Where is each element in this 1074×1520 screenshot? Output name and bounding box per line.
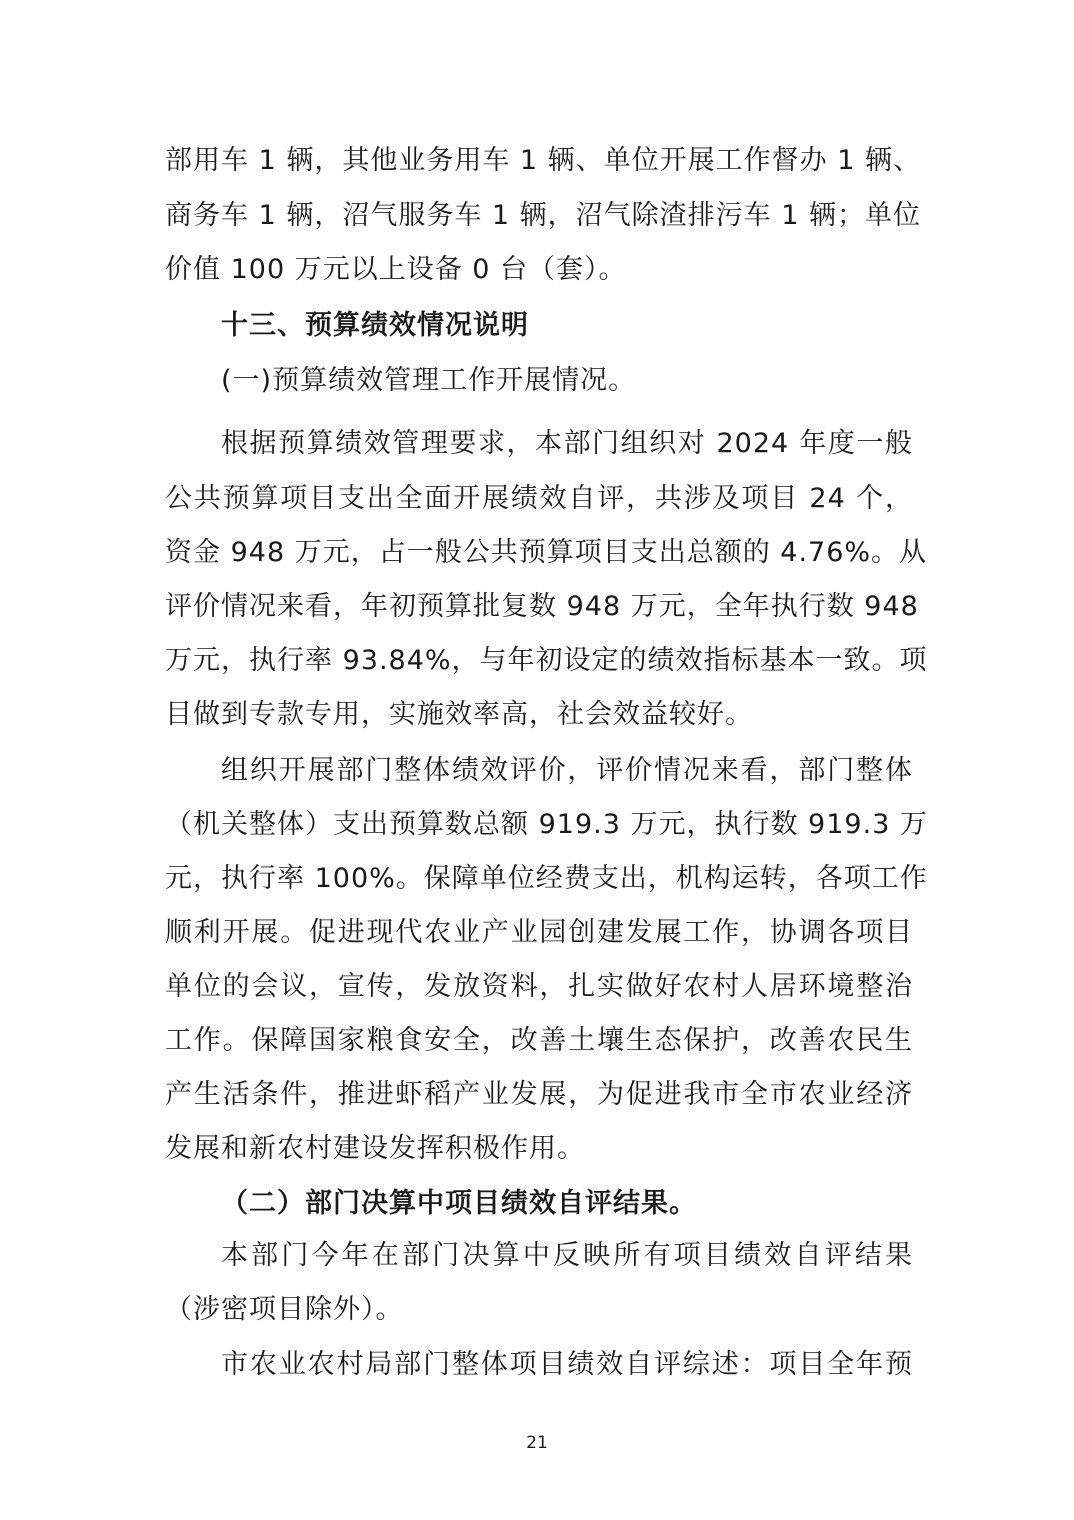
body-text-line: 部用车 1 辆，其他业务用车 1 辆、单位开展工作督办 1 辆、	[165, 145, 922, 176]
body-text-line: 顺利开展。促进现代农业产业园创建发展工作，协调各项目	[165, 917, 913, 948]
subsection-heading: (一)预算绩效管理工作开展情况。	[221, 365, 637, 396]
body-text-line: 根据预算绩效管理要求，本部门组织对 2024 年度一般	[221, 428, 913, 459]
body-text-line: 万元，执行率 93.84%，与年初设定的绩效指标基本一致。项	[165, 645, 928, 676]
body-text-line: 元，执行率 100%。保障单位经费支出，机构运转，各项工作	[165, 863, 928, 894]
body-text-line: 目做到专款专用，实施效率高，社会效益较好。	[165, 699, 753, 730]
body-text-line: 发展和新农村建设发挥积极作用。	[165, 1133, 585, 1164]
body-text-line: （机关整体）支出预算数总额 919.3 万元，执行数 919.3 万	[165, 809, 928, 840]
body-text-line: 价值 100 万元以上设备 0 台（套）。	[165, 254, 627, 285]
body-text-line: 资金 948 万元，占一般公共预算项目支出总额的 4.76%。从	[165, 537, 928, 568]
page-number: 21	[526, 1433, 548, 1453]
body-text-line: 单位的会议，宣传，发放资料，扎实做好农村人居环境整治	[165, 971, 913, 1002]
subsection-heading: （二）部门决算中项目绩效自评结果。	[221, 1188, 697, 1219]
body-text-line: 产生活条件，推进虾稻产业发展，为促进我市全市农业经济	[165, 1079, 913, 1110]
body-text-line: 评价情况来看，年初预算批复数 948 万元，全年执行数 948	[165, 591, 919, 622]
body-text-line: 组织开展部门整体绩效评价，评价情况来看，部门整体	[221, 755, 913, 786]
body-text-line: 市农业农村局部门整体项目绩效自评综述：项目全年预	[221, 1349, 913, 1380]
body-text-line: （涉密项目除外）。	[165, 1294, 404, 1325]
body-text-line: 商务车 1 辆，沼气服务车 1 辆，沼气除渣排污车 1 辆；单位	[165, 200, 922, 231]
section-heading: 十三、预算绩效情况说明	[221, 310, 529, 341]
body-text-line: 本部门今年在部门决算中反映所有项目绩效自评结果	[221, 1240, 913, 1271]
body-text-line: 工作。保障国家粮食安全，改善土壤生态保护，改善农民生	[165, 1025, 913, 1056]
body-text-line: 公共预算项目支出全面开展绩效自评，共涉及项目 24 个，	[165, 483, 913, 514]
